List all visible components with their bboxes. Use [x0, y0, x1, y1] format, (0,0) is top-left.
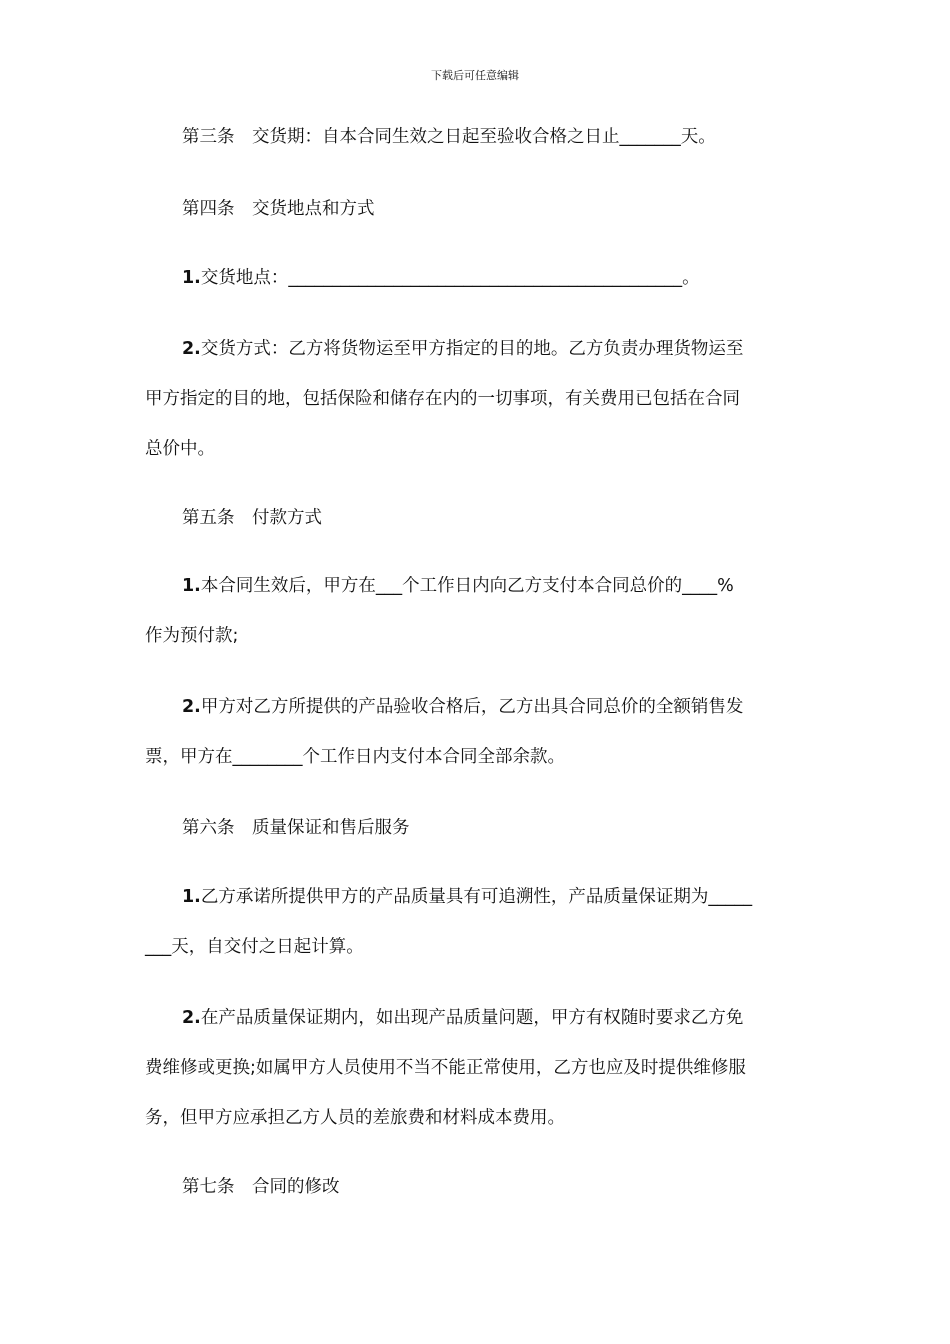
article-5-heading: 第五条 付款方式: [182, 508, 322, 528]
article-6-heading: 第六条 质量保证和售后服务: [182, 818, 410, 838]
item-number: 1.: [182, 268, 201, 288]
item-number: 2.: [182, 697, 201, 717]
article-5-item-2: 2.甲方对乙方所提供的产品验收合格后，乙方出具合同总价的全额销售发 票，甲方在________个工作日内支付本合同全部余款。: [145, 697, 744, 767]
item-number: 1.: [182, 576, 201, 596]
item-number: 2.: [182, 1008, 201, 1028]
article-3-delivery-period: 第三条 交货期：自本合同生效之日起至验收合格之日止_______天。: [182, 127, 716, 147]
article-7-heading: 第七条 合同的修改: [182, 1177, 340, 1197]
article-4-item-2: 2.交货方式：乙方将货物运至甲方指定的目的地。乙方负责办理货物运至 甲方指定的目的地，包括保险和储存在内的一切事项，有关费用已包括在合同 总价中。: [145, 339, 744, 459]
article-4-heading: 第四条 交货地点和方式: [182, 199, 375, 219]
article-6-item-1: 1.乙方承诺所提供甲方的产品质量具有可追溯性，产品质量保证期为_____ ___天，自交付之日起计算。: [145, 887, 753, 957]
article-6-item-2: 2.在产品质量保证期内，如出现产品质量问题，甲方有权随时要求乙方免 费维修或更换;如属甲方人员使用不当不能正常使用，乙方也应及时提供维修服 务，但甲方应承担乙方人员的差旅费和材料成本费用。: [145, 1008, 746, 1128]
item-number: 2.: [182, 339, 201, 359]
page-header: 下载后可任意编辑: [431, 69, 519, 82]
article-5-item-1: 1.本合同生效后，甲方在___个工作日内向乙方支付本合同总价的____% 作为预付款;: [145, 576, 734, 646]
article-4-item-1: 1.交货地点：_____________________________________________。: [182, 268, 700, 288]
item-number: 1.: [182, 887, 201, 907]
